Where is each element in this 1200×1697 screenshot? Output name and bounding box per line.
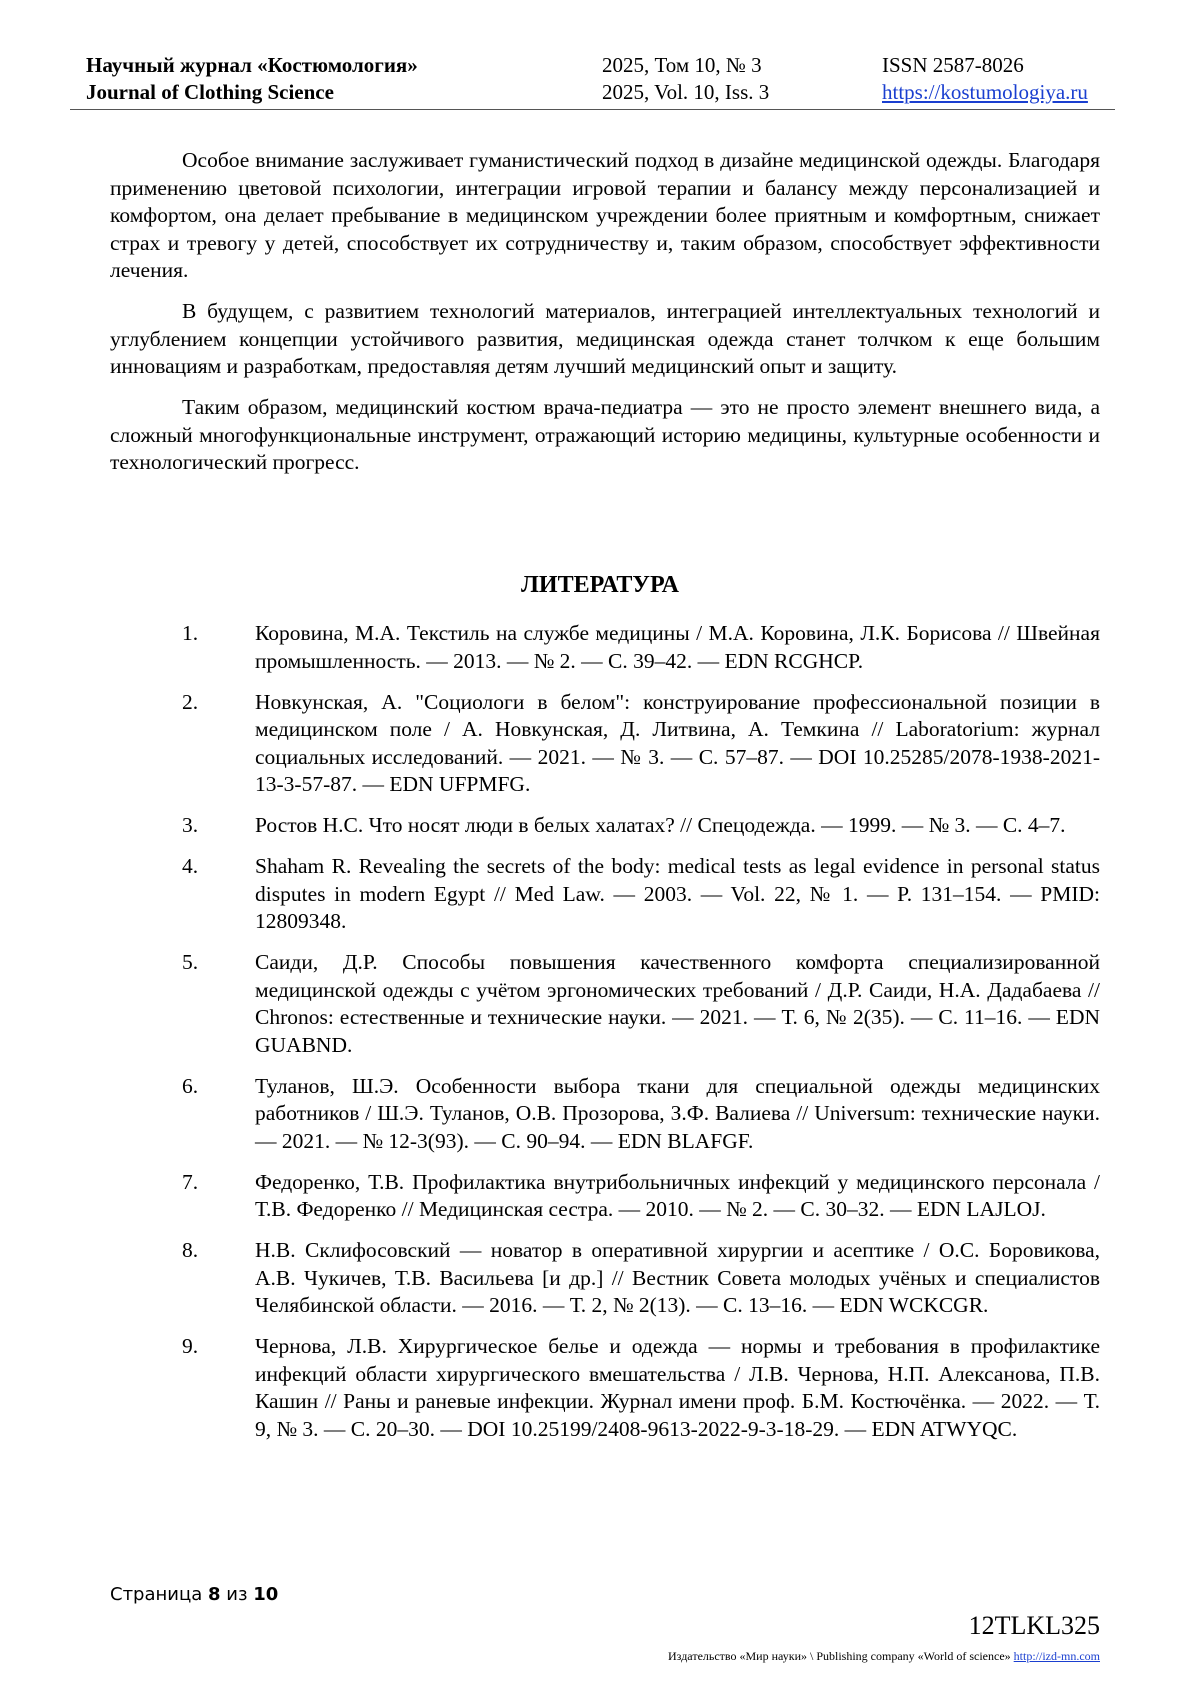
paragraph: Особое внимание заслуживает гуманистический подход в дизайне медицинской одежды. Благодаря применению цветовой психологии, интеграции игровой терапии и балансу между персонализацией и комфортом, она делает пребывание в медицинском учреждении более приятным и комфортным, снижает страх и тревогу у детей, способствует их сотрудничеству и, таким образом, способствует эффективности лечения.	[110, 148, 1100, 282]
reference-item	[110, 1073, 1100, 1156]
reference-number: 6.	[182, 1073, 199, 1098]
reference-item	[110, 620, 1100, 675]
reference-text: Коровина, М.А. Текстиль на службе медицины / М.А. Коровина, Л.К. Борисова // Швейная промышленность. — 2013. — № 2. — С. 39–42. — EDN RCGHCP.	[255, 621, 1100, 673]
page-of: из	[226, 1584, 248, 1605]
reference-number: 4.	[182, 854, 199, 878]
reference-item	[110, 949, 1100, 1059]
page-total: 10	[253, 1584, 279, 1605]
article-body	[110, 147, 1100, 490]
page-number	[110, 1584, 278, 1605]
paragraph: Таким образом, медицинский костюм врача-педиатра — это не просто элемент внешнего вида, а сложный многофункциональные инструмент, отражающий историю медицины, культурные особенности и технологический прогресс.	[110, 395, 1100, 474]
reference-text: Саиди, Д.Р. Способы повышения качественного комфорта специализированной медицинской одежды с учётом эргономических требований / Д.Р. Саиди, Н.А. Дадабаева // Chronos: естественные и технические науки. — 2021. — Т. 6, № 2(35). — С. 11–16. — EDN GUABND.	[255, 950, 1100, 1057]
reference-number: 5.	[182, 950, 199, 974]
journal-website-link[interactable]: https://kostumologiya.ru	[882, 80, 1088, 104]
reference-item	[110, 1333, 1100, 1443]
journal-title-block	[86, 52, 418, 106]
reference-text: Новкунская, А. "Социологи в белом": конструирование профессиональной позиции в медицинском поле / А. Новкунская, Д. Литвина, А. Темкина // Laboratorium: журнал социальных исследований. — 2021. — № 3. — С. 57–87. — DOI 10.25285/2078-1938-2021-13-3-57-87. — EDN UFPMFG.	[255, 689, 1100, 796]
issn: ISSN 2587-8026	[882, 53, 1024, 77]
literature-heading: ЛИТЕРАТУРА	[521, 572, 679, 598]
issue-en: 2025, Vol. 10, Iss. 3	[602, 80, 770, 104]
reference-item	[110, 1169, 1100, 1224]
reference-text: Н.В. Склифосовский — новатор в оперативной хирургии и асептике / О.С. Боровикова, А.В. Чукичев, Т.В. Васильева [и др.] // Вестник Совета молодых учёных и специалистов Челябинской области. — 2016. — Т. 2, № 2(13). — С. 13–16. — EDN WCKCGR.	[255, 1238, 1100, 1317]
page-label: Страница	[110, 1584, 203, 1605]
journal-title-ru: Научный журнал «Костюмология»	[86, 53, 418, 77]
issue-ru: 2025, Том 10, № 3	[602, 53, 762, 77]
paragraph: В будущем, с развитием технологий материалов, интеграцией интеллектуальных технологий и углублением концепции устойчивого развития, медицинская одежда станет толчком к еще большим инновациям и разработкам, предоставляя детям лучший медицинский опыт и защиту.	[110, 299, 1100, 378]
issn-block	[882, 52, 1088, 106]
reference-text: Федоренко, Т.В. Профилактика внутрибольничных инфекций у медицинского персонала / Т.В. Федоренко // Медицинская сестра. — 2010. — № 2. — С. 30–32. — EDN LAJLOJ.	[255, 1169, 1100, 1221]
reference-text: Ростов Н.С. Что носят люди в белых халатах? // Спецодежда. — 1999. — № 3. — С. 4–7.	[255, 813, 1066, 837]
reference-text: Чернова, Л.В. Хирургическое белье и одежда — нормы и требования в профилактике инфекций области хирургического вмешательства / Л.В. Чернова, Н.П. Алексанова, П.В. Кашин // Раны и раневые инфекции. Журнал имени проф. Б.М. Костючёнка. — 2022. — Т. 9, № 3. — С. 20–30. — DOI 10.25199/2408-9613-2022-9-3-18-29. — EDN ATWYQC.	[255, 1334, 1100, 1441]
journal-title-en: Journal of Clothing Science	[86, 80, 334, 104]
reference-text: Shaham R. Revealing the secrets of the body: medical tests as legal evidence in personal status disputes in modern Egypt // Med Law. — 2003. — Vol. 22, № 1. — P. 131–154. — PMID: 12809348.	[255, 854, 1100, 933]
reference-text: Туланов, Ш.Э. Особенности выбора ткани для специальной одежды медицинских работников / Ш.Э. Туланов, О.В. Прозорова, З.Ф. Валиева // Universum: технические науки. — 2021. — № 12-3(93). — С. 90–94. — EDN BLAFGF.	[255, 1073, 1100, 1153]
reference-number: 7.	[182, 1169, 199, 1194]
page-current: 8	[208, 1584, 221, 1605]
reference-number: 3.	[182, 813, 199, 837]
header-divider	[70, 109, 1115, 110]
publisher-link[interactable]: http://izd-mn.com	[1013, 1649, 1100, 1663]
issue-block	[602, 52, 769, 106]
reference-number: 9.	[182, 1334, 199, 1358]
reference-item	[110, 1237, 1100, 1320]
reference-number: 2.	[182, 689, 199, 714]
reference-item	[110, 812, 1100, 840]
reference-list	[110, 620, 1100, 1457]
reference-item	[110, 853, 1100, 936]
publisher-text: Издательство «Мир науки» \ Publishing company «World of science»	[668, 1649, 1011, 1663]
reference-number: 1.	[182, 621, 199, 645]
article-code: 12TLKL325	[968, 1611, 1100, 1640]
journal-header	[86, 52, 1116, 108]
reference-number: 8.	[182, 1238, 199, 1262]
publisher-line	[668, 1649, 1100, 1664]
reference-item	[110, 689, 1100, 799]
